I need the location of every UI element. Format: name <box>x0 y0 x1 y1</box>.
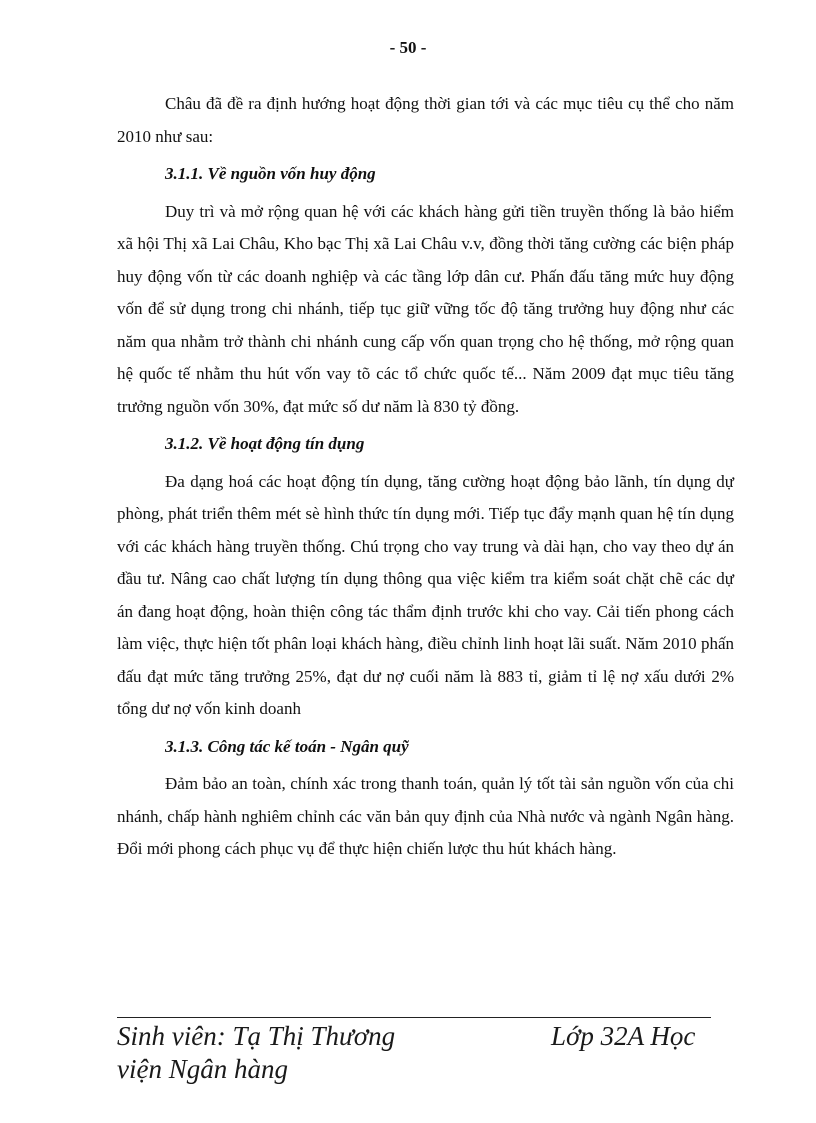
section-heading-3-1-3: 3.1.3. Công tác kế toán - Ngân quỹ <box>165 736 409 756</box>
section-heading-3-1-2: 3.1.2. Về hoạt động tín dụng <box>165 434 365 453</box>
section-heading-3-1-1: 3.1.1. Về nguồn vốn huy động <box>165 164 376 183</box>
page-number: - 50 - <box>389 38 427 57</box>
intro-paragraph: Châu đã đề ra định hướng hoạt động thời gian tới và các mục tiêu cụ thể cho năm 2010 như sau: <box>117 94 734 146</box>
footer-institution: viện Ngân hàng <box>117 1054 288 1084</box>
credit-activity-paragraph: Đa dạng hoá các hoạt động tín dụng, tăng cường hoạt động bảo lãnh, tín dụng dự phòng, phát triển thêm mét sè hình thức tín dụng mới. Tiếp tục đẩy mạnh quan hệ tín dụng với các khách hàng truyền thống. Chú trọng cho vay trung và dài hạn, cho vay theo dự án đầu tư. Nâng cao chất lượng tín dụng thông qua việc kiểm tra kiểm soát chặt chẽ các dự án đang hoạt động, hoàn thiện công tác thẩm định trước khi cho vay. Cải tiến phong cách làm việc, thực hiện tốt phân loại khách hàng, điều chỉnh linh hoạt lãi suất. Năm 2010 phấn đấu đạt mức tăng trưởng 25%, đạt dư nợ cuối năm là 883 tỉ, giảm tỉ lệ nợ xấu dưới 2% tổng dư nợ vốn kinh doanh <box>117 471 734 718</box>
footer-student-name: Sinh viên: Tạ Thị Thương <box>117 1021 396 1051</box>
document-body <box>117 88 734 866</box>
capital-mobilization-paragraph: Duy trì và mở rộng quan hệ với các khách hàng gửi tiền truyền thống là bảo hiểm xã hội Thị xã Lai Châu, Kho bạc Thị xã Lai Châu v.v, đồng thời tăng cường các biện pháp huy động vốn từ các doanh nghiệp và các tầng lớp dân cư. Phấn đấu tăng mức huy động vốn để sử dụng trong chi nhánh, tiếp tục giữ vững tốc độ tăng trưởng huy động như các năm qua nhằm trở thành chi nhánh cung cấp vốn quan trọng cho hệ thống, mở rộng quan hệ quốc tế nhằm thu hút vốn vay tõ các tổ chức quốc tế... Năm 2009 đạt mục tiêu tăng trưởng nguồn vốn 30%, đạt mức số dư năm là 830 tỷ đồng. <box>117 201 734 416</box>
footer-divider <box>117 1017 711 1018</box>
accounting-paragraph: Đảm bảo an toàn, chính xác trong thanh toán, quản lý tốt tài sản nguồn vốn của chi nhánh, chấp hành nghiêm chỉnh các văn bản quy định của Nhà nước và ngành Ngân hàng. Đổi mới phong cách phục vụ để thực hiện chiến lược thu hút khách hàng. <box>117 774 734 858</box>
footer-line-2 <box>117 1053 717 1086</box>
footer-line-1 <box>117 1020 717 1053</box>
page-footer <box>117 1020 717 1086</box>
footer-class: Lớp 32A Học <box>551 1021 696 1051</box>
